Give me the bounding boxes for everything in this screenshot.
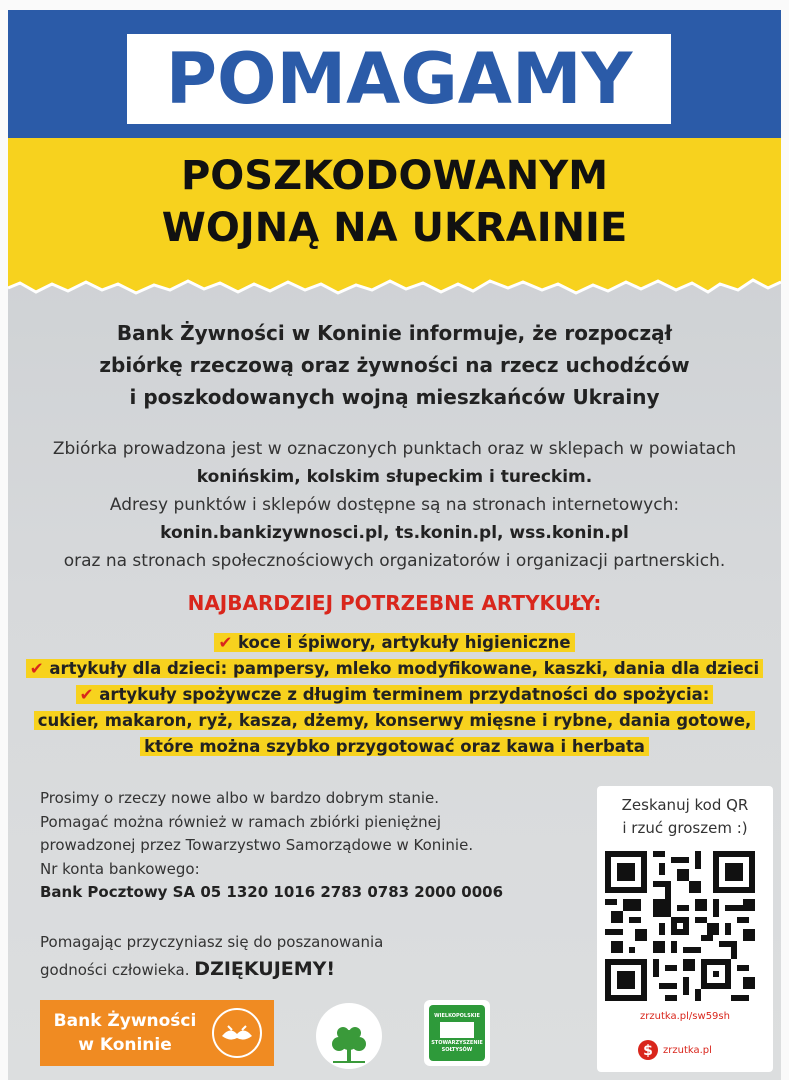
torn-edge xyxy=(8,268,781,308)
lead-line-1: Bank Żywności w Koninie informuje, że rozpoczął xyxy=(116,321,673,345)
info-line-3: Adresy punktów i sklepów dostępne są na stronach internetowych: xyxy=(109,495,680,515)
qr-code[interactable] xyxy=(605,851,755,1001)
lead-line-2: zbiórkę rzeczową oraz żywności na rzecz uchodźców xyxy=(99,353,690,377)
info-paragraph xyxy=(20,435,769,575)
needs-item-3-text-1: artykuły spożywcze z długim terminem przydatności do spożycia: xyxy=(99,685,710,704)
info-websites: konin.bankizywnosci.pl, ts.konin.pl, wss.konin.pl xyxy=(160,523,629,543)
needs-item-3-line-3: które można szybko przygotować oraz kawa i herbata xyxy=(140,737,649,756)
page-title: POMAGAMY xyxy=(165,38,633,120)
info-line-1: Zbiórka prowadzona jest w oznaczonych punktach oraz w sklepach w powiatach xyxy=(52,439,737,459)
needs-item-1-text: koce i śpiwory, artykuły higieniczne xyxy=(238,633,571,652)
tree-icon xyxy=(303,1000,395,1072)
check-icon: ✔ xyxy=(79,685,94,704)
info-line-5: oraz na stronach społecznościowych organizatorów i organizacji partnerskich. xyxy=(63,551,726,571)
thanks-block xyxy=(40,929,560,984)
needs-item-2-text: artykuły dla dzieci: pampersy, mleko modyfikowane, kaszki, dania dla dzieci xyxy=(49,659,760,678)
bank-zywnosci-logo xyxy=(40,1000,274,1066)
towarzystwo-samorzadowe-logo xyxy=(303,1000,395,1072)
qr-caption-line-2: i rzuć groszem :) xyxy=(622,819,748,837)
check-icon: ✔ xyxy=(218,633,233,652)
needs-item-3-line-2: cukier, makaron, ryż, kasza, dżemy, konserwy mięsne i rybne, dania gotowe, xyxy=(34,711,756,730)
svg-text:$: $ xyxy=(643,1043,653,1059)
zrzutka-brand: zrzutka.pl xyxy=(663,1044,712,1056)
subtitle-line-1: POSZKODOWANYM xyxy=(180,153,609,199)
donation-line-4: Nr konta bankowego: xyxy=(40,859,200,878)
info-districts: konińskim, kolskim słupeckim i tureckim. xyxy=(196,467,593,487)
ws-logo-inner xyxy=(429,1005,485,1061)
check-icon: ✔ xyxy=(29,659,44,678)
bank-logo-line-1: Bank Żywności xyxy=(53,1011,197,1031)
bank-logo-line-2: w Koninie xyxy=(78,1035,172,1055)
donation-line-2: Pomagać można również w ramach zbiórki pieniężnej xyxy=(40,812,442,831)
zrzutka-icon xyxy=(637,1039,659,1061)
thanks-line-1: Pomagając przyczyniasz się do poszanowania xyxy=(40,933,384,951)
ws-s-shape xyxy=(440,1022,474,1038)
bank-account: Bank Pocztowy SA 05 1320 1016 2783 0783 2000 0006 xyxy=(40,883,504,901)
donation-info xyxy=(40,787,560,905)
ws-line-3: SOŁTYSÓW xyxy=(441,1046,473,1053)
qr-url[interactable]: zrzutka.pl/sw59sh xyxy=(640,1011,730,1022)
needs-list xyxy=(20,630,769,760)
title-box xyxy=(123,30,675,128)
lead-paragraph xyxy=(40,317,749,413)
lead-line-3: i poszkodowanych wojną mieszkańców Ukrainy xyxy=(129,385,660,409)
donation-line-3: prowadzonej przez Towarzystwo Samorządowe w Koninie. xyxy=(40,836,474,854)
zrzutka-logo xyxy=(637,1038,737,1062)
thanks-big: DZIĘKUJEMY! xyxy=(194,958,336,980)
needs-item-2 xyxy=(26,659,763,678)
qr-card xyxy=(597,786,773,1072)
needs-heading: NAJBARDZIEJ POTRZEBNE ARTYKUŁY: xyxy=(187,591,602,615)
ws-line-2: STOWARZYSZENIE xyxy=(431,1039,483,1046)
wielkopolskie-stowarzyszenie-soltysow-logo xyxy=(424,1000,490,1066)
bank-logo-text xyxy=(40,1009,210,1057)
subtitle-line-2: WOJNĄ NA UKRAINIE xyxy=(161,205,628,251)
needs-item-3 xyxy=(76,685,714,704)
donation-line-1: Prosimy o rzeczy nowe albo w bardzo dobrym stanie. xyxy=(40,789,439,807)
qr-caption xyxy=(597,794,773,840)
bank-logo-mark-icon xyxy=(210,1006,264,1060)
subtitle xyxy=(0,150,789,254)
needs-item-1 xyxy=(214,633,574,652)
thanks-line-2: godności człowieka. xyxy=(40,961,190,979)
qr-caption-line-1: Zeskanuj kod QR xyxy=(621,796,749,814)
ws-line-1: WIELKOPOLSKIE xyxy=(434,1012,480,1019)
